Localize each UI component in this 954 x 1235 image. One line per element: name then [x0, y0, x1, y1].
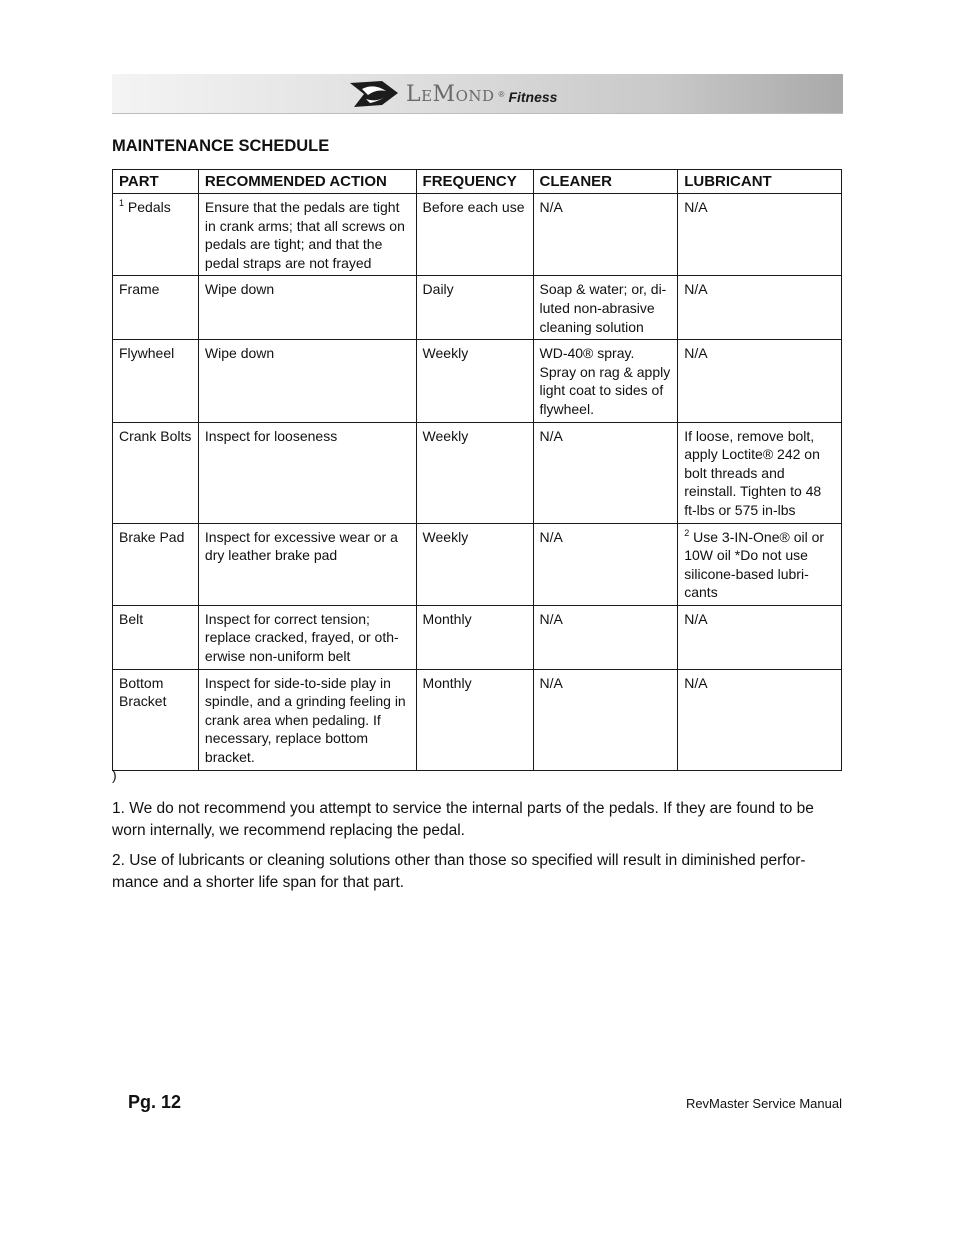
part-cell: Crank Bolts — [113, 422, 199, 523]
manual-title: RevMaster Service Manual — [685, 1096, 842, 1111]
table-row — [113, 422, 842, 523]
cleaner-cell: WD-40® spray. Spray on rag & apply light coat to sides of flywheel. — [533, 340, 678, 422]
lubricant-text: Use 3-IN-One® oil or 10W oil *Do not use silicone-based lubri-cants — [684, 528, 825, 601]
frequency-cell: Weekly — [416, 523, 533, 605]
cleaner-cell: N/A — [533, 523, 678, 605]
action-cell: Inspect for side-to-side play in spindle, and a grinding feeling in crank area when pedaling. If necessary, replace bottom bracket. — [198, 669, 416, 770]
action-cell: Wipe down — [198, 276, 416, 340]
table-row — [113, 340, 842, 422]
table-row — [113, 276, 842, 340]
part-cell — [113, 194, 199, 276]
lubricant-cell: If loose, remove bolt, apply Loctite® 242 on bolt threads and reinstall. Tighten to 48 ft-lbs or 575 in-lbs — [678, 422, 842, 523]
brand-suffix: Fitness — [508, 89, 558, 105]
frequency-cell: Weekly — [416, 340, 533, 422]
cleaner-cell: Soap & water; or, di-luted non-abrasive cleaning solution — [533, 276, 678, 340]
lubricant-text: N/A — [684, 199, 708, 215]
lubricant-cell — [678, 523, 842, 605]
lubricant-cell: N/A — [678, 669, 842, 770]
brand-registered-mark: ® — [498, 89, 505, 99]
footnote-2: 2. Use of lubricants or cleaning solutions other than those so specified will result in diminished perfor-mance and a shorter life span for that part. — [112, 852, 806, 891]
brand-name: LeMond — [406, 81, 495, 107]
maintenance-table — [112, 169, 842, 771]
footnote-marker: 1 — [119, 198, 125, 208]
column-header-frequency: FREQUENCY — [416, 170, 533, 194]
page-number: Pg. 12 — [128, 1092, 182, 1112]
table-row — [113, 669, 842, 770]
frequency-cell: Weekly — [416, 422, 533, 523]
part-cell: Bottom Bracket — [113, 669, 199, 770]
lubricant-cell: N/A — [678, 340, 842, 422]
lemond-bird-icon — [348, 77, 400, 111]
column-header-part: PART — [113, 170, 199, 194]
lubricant-cell — [678, 194, 842, 276]
part-cell: Belt — [113, 605, 199, 669]
action-cell: Inspect for excessive wear or a dry leather brake pad — [198, 523, 416, 605]
frequency-cell: Monthly — [416, 605, 533, 669]
footnotes — [112, 798, 842, 902]
cleaner-cell: N/A — [533, 194, 678, 276]
stray-parenthesis: ) — [112, 767, 117, 783]
action-cell: Ensure that the pedals are tight in crank arms; that all screws on pedals are tight; and that the pedal straps are not frayed — [198, 194, 416, 276]
brand-logo — [348, 76, 557, 112]
action-cell: Inspect for correct tension; replace cracked, frayed, or oth-erwise non-uniform belt — [198, 605, 416, 669]
column-header-cleaner: CLEANER — [533, 170, 678, 194]
table-row — [113, 523, 842, 605]
column-header-lubricant: LUBRICANT — [678, 170, 842, 194]
footnote-1: 1. We do not recommend you attempt to service the internal parts of the pedals. If they are found to be worn internally, we recommend replacing the pedal. — [112, 800, 814, 839]
section-title: MAINTENANCE SCHEDULE — [112, 137, 330, 155]
column-header-action: RECOMMENDED ACTION — [198, 170, 416, 194]
frequency-cell: Monthly — [416, 669, 533, 770]
frequency-cell: Before each use — [416, 194, 533, 276]
table-header-row — [113, 170, 842, 194]
part-cell: Brake Pad — [113, 523, 199, 605]
table-row — [113, 605, 842, 669]
part-cell: Frame — [113, 276, 199, 340]
table-row — [113, 194, 842, 276]
cleaner-cell: N/A — [533, 422, 678, 523]
cleaner-cell: N/A — [533, 605, 678, 669]
part-name: Pedals — [127, 199, 171, 215]
action-cell: Inspect for looseness — [198, 422, 416, 523]
lubricant-cell: N/A — [678, 605, 842, 669]
frequency-cell: Daily — [416, 276, 533, 340]
cleaner-cell: N/A — [533, 669, 678, 770]
part-cell: Flywheel — [113, 340, 199, 422]
action-cell: Wipe down — [198, 340, 416, 422]
footnote-marker: 2 — [684, 527, 690, 538]
lubricant-cell: N/A — [678, 276, 842, 340]
